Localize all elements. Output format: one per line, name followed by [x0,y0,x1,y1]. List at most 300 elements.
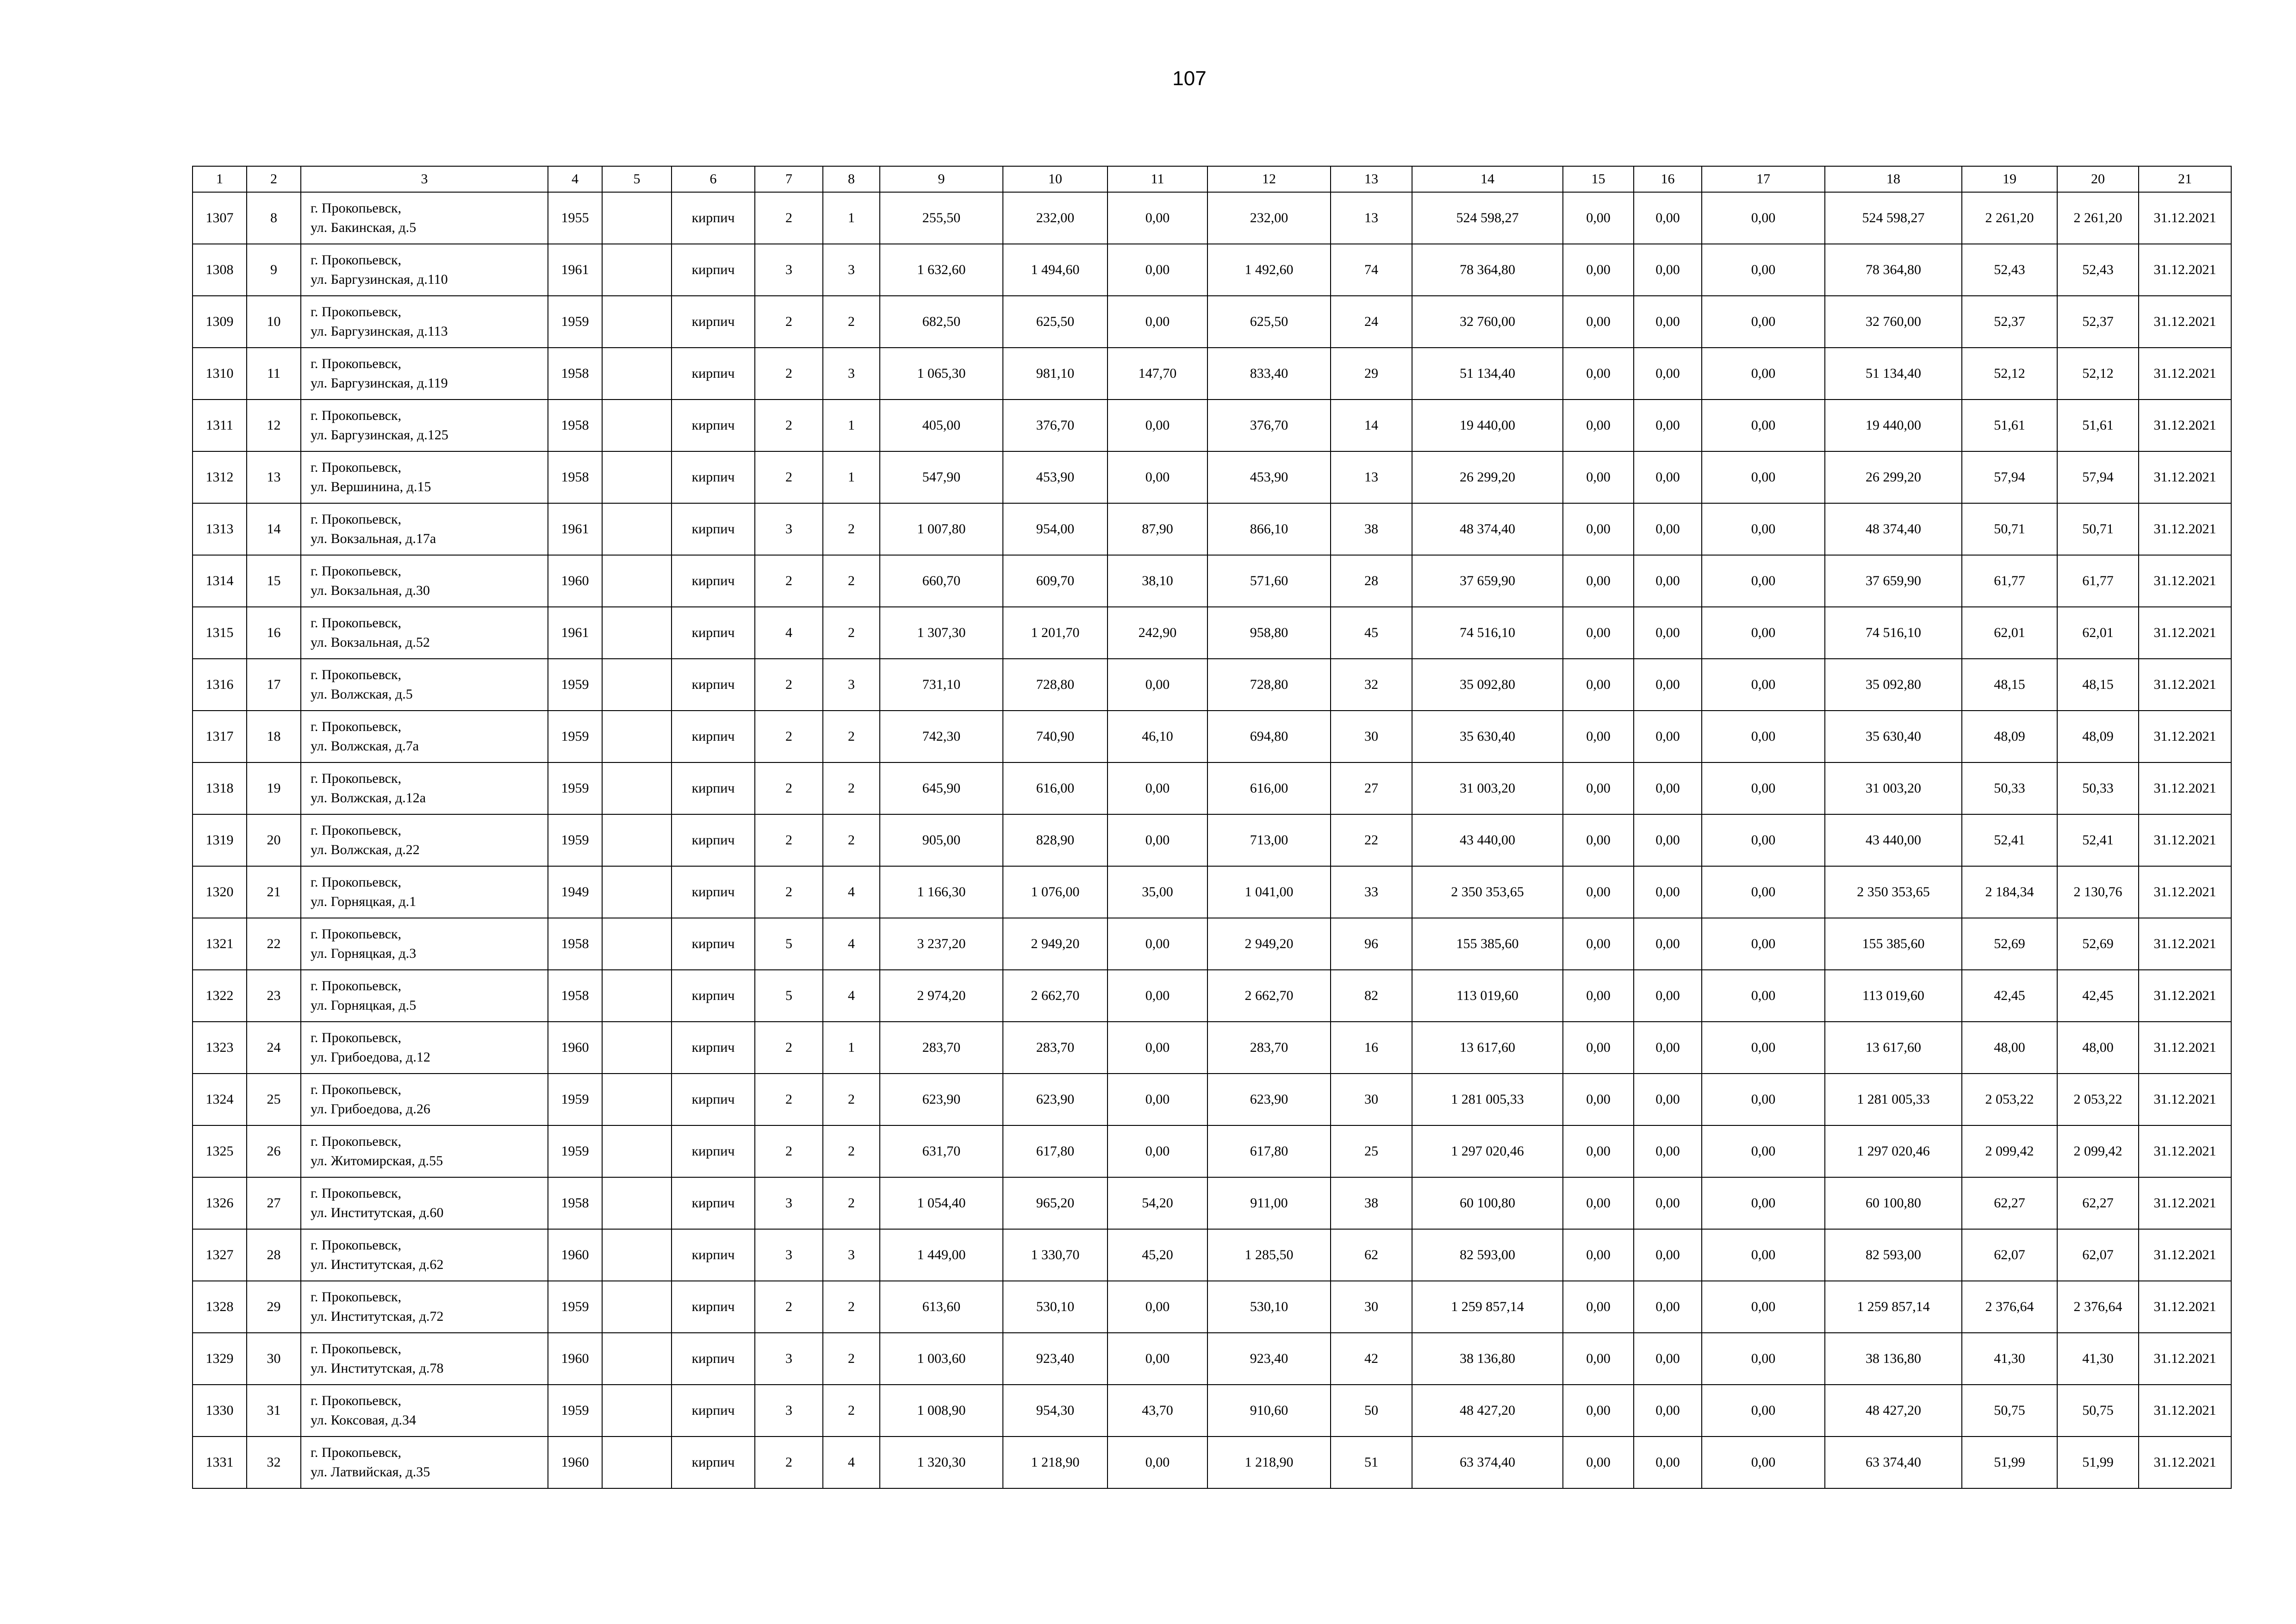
table-cell-col17: 0,00 [1702,296,1825,348]
table-cell-col5 [602,555,672,607]
table-cell-col5 [602,1437,672,1488]
table-cell-col8: 4 [823,866,880,918]
table-cell-col9: 1 632,60 [880,244,1003,296]
table-cell-address [301,1022,548,1074]
table-cell-col18: 13 617,60 [1825,1022,1962,1074]
table-cell-col12: 2 949,20 [1207,918,1331,970]
table-cell-address [301,192,548,244]
table-cell-col6: кирпич [672,607,755,659]
table-cell-col21: 31.12.2021 [2139,814,2231,866]
table-cell-col4: 1960 [548,555,602,607]
table-cell-col8: 1 [823,1022,880,1074]
column-header-1: 1 [193,166,247,192]
table-cell-col14: 78 364,80 [1412,244,1563,296]
table-cell-address [301,1125,548,1177]
table-cell-col19: 48,09 [1962,711,2057,762]
table-cell-address [301,607,548,659]
table-cell-col2: 9 [247,244,301,296]
table-cell-col2: 20 [247,814,301,866]
table-cell-col4: 1959 [548,296,602,348]
table-cell-col18: 2 350 353,65 [1825,866,1962,918]
address-city: г. Прокопьевск, [311,667,402,682]
table-cell-col4: 1961 [548,607,602,659]
table-cell-col6: кирпич [672,503,755,555]
table-cell-col12: 1 218,90 [1207,1437,1331,1488]
table-cell-col9: 682,50 [880,296,1003,348]
table-cell-col6: кирпич [672,918,755,970]
table-cell-col13: 13 [1331,451,1412,503]
table-cell-col12: 713,00 [1207,814,1331,866]
table-cell-col1: 1331 [193,1437,247,1488]
table-cell-col7: 3 [755,1177,823,1229]
table-row [193,192,2231,244]
table-cell-col20: 2 130,76 [2057,866,2139,918]
table-cell-col16: 0,00 [1634,1125,1702,1177]
table-cell-col15: 0,00 [1563,1385,1634,1437]
table-cell-col6: кирпич [672,1385,755,1437]
table-cell-col12: 1 492,60 [1207,244,1331,296]
table-cell-col15: 0,00 [1563,1333,1634,1385]
table-cell-col8: 2 [823,1125,880,1177]
table-cell-col10: 828,90 [1003,814,1108,866]
table-row [193,451,2231,503]
table-cell-col16: 0,00 [1634,296,1702,348]
table-cell-col9: 3 237,20 [880,918,1003,970]
table-cell-col1: 1327 [193,1229,247,1281]
column-header-15: 15 [1563,166,1634,192]
table-cell-col11: 0,00 [1108,1125,1207,1177]
table-cell-col14: 155 385,60 [1412,918,1563,970]
table-cell-col1: 1330 [193,1385,247,1437]
table-cell-col8: 4 [823,1437,880,1488]
table-cell-col6: кирпич [672,866,755,918]
column-header-11: 11 [1108,166,1207,192]
table-cell-col6: кирпич [672,1437,755,1488]
table-cell-col11: 0,00 [1108,192,1207,244]
address-city: г. Прокопьевск, [311,1237,402,1253]
table-cell-col12: 958,80 [1207,607,1331,659]
column-header-6: 6 [672,166,755,192]
table-cell-col18: 63 374,40 [1825,1437,1962,1488]
table-cell-col11: 0,00 [1108,762,1207,814]
table-cell-col1: 1319 [193,814,247,866]
table-cell-col17: 0,00 [1702,711,1825,762]
table-cell-col10: 740,90 [1003,711,1108,762]
table-cell-col14: 13 617,60 [1412,1022,1563,1074]
table-cell-col7: 2 [755,192,823,244]
column-header-18: 18 [1825,166,1962,192]
table-cell-address [301,659,548,711]
table-cell-col13: 74 [1331,244,1412,296]
table-cell-col8: 3 [823,659,880,711]
table-cell-col4: 1961 [548,244,602,296]
table-cell-col18: 155 385,60 [1825,918,1962,970]
table-cell-col16: 0,00 [1634,659,1702,711]
table-cell-col8: 1 [823,400,880,451]
table-cell-col1: 1310 [193,348,247,400]
table-cell-col17: 0,00 [1702,1074,1825,1125]
table-cell-col11: 0,00 [1108,451,1207,503]
table-cell-col6: кирпич [672,1281,755,1333]
table-cell-col16: 0,00 [1634,1385,1702,1437]
table-cell-col9: 1 166,30 [880,866,1003,918]
table-cell-col5 [602,400,672,451]
table-row [193,1125,2231,1177]
table-cell-col17: 0,00 [1702,1125,1825,1177]
table-row [193,348,2231,400]
address-street: ул. Вокзальная, д.30 [311,583,430,598]
table-cell-col14: 38 136,80 [1412,1333,1563,1385]
table-cell-col9: 1 008,90 [880,1385,1003,1437]
table-cell-col21: 31.12.2021 [2139,762,2231,814]
table-cell-col19: 52,69 [1962,918,2057,970]
table-cell-col8: 2 [823,762,880,814]
table-cell-col15: 0,00 [1563,659,1634,711]
table-cell-col17: 0,00 [1702,1385,1825,1437]
table-cell-col5 [602,1022,672,1074]
table-cell-col9: 1 320,30 [880,1437,1003,1488]
table-cell-col16: 0,00 [1634,1177,1702,1229]
table-row [193,244,2231,296]
table-cell-col2: 30 [247,1333,301,1385]
table-cell-col19: 62,01 [1962,607,2057,659]
column-header-13: 13 [1331,166,1412,192]
table-cell-col9: 1 054,40 [880,1177,1003,1229]
table-cell-col17: 0,00 [1702,192,1825,244]
table-cell-col5 [602,296,672,348]
table-cell-col2: 27 [247,1177,301,1229]
address-street: ул. Вокзальная, д.52 [311,635,430,650]
table-cell-col8: 2 [823,555,880,607]
address-street: ул. Институтская, д.78 [311,1361,444,1376]
table-cell-col7: 2 [755,1125,823,1177]
address-street: ул. Баргузинская, д.125 [311,427,448,443]
table-cell-address [301,1281,548,1333]
table-cell-col8: 4 [823,918,880,970]
table-cell-col5 [602,1177,672,1229]
table-cell-col16: 0,00 [1634,244,1702,296]
table-cell-col20: 2 053,22 [2057,1074,2139,1125]
table-cell-col18: 524 598,27 [1825,192,1962,244]
table-cell-col10: 623,90 [1003,1074,1108,1125]
table-cell-col20: 50,33 [2057,762,2139,814]
table-cell-address [301,451,548,503]
table-cell-col14: 35 092,80 [1412,659,1563,711]
table-cell-col2: 16 [247,607,301,659]
table-cell-col19: 52,43 [1962,244,2057,296]
address-street: ул. Бакинская, д.5 [311,220,417,235]
page-number: 107 [1172,67,1207,90]
table-cell-address [301,866,548,918]
table-cell-col11: 0,00 [1108,244,1207,296]
table-cell-col16: 0,00 [1634,866,1702,918]
table-cell-col12: 923,40 [1207,1333,1331,1385]
table-cell-col21: 31.12.2021 [2139,711,2231,762]
table-cell-col17: 0,00 [1702,814,1825,866]
table-cell-col4: 1959 [548,1074,602,1125]
table-cell-col19: 51,99 [1962,1437,2057,1488]
table-cell-col1: 1316 [193,659,247,711]
table-cell-col14: 60 100,80 [1412,1177,1563,1229]
table-cell-col10: 954,30 [1003,1385,1108,1437]
table-cell-col12: 625,50 [1207,296,1331,348]
table-cell-col10: 232,00 [1003,192,1108,244]
table-cell-col12: 617,80 [1207,1125,1331,1177]
table-cell-col16: 0,00 [1634,970,1702,1022]
table-cell-col1: 1326 [193,1177,247,1229]
table-header [193,166,2231,192]
table-cell-col1: 1309 [193,296,247,348]
table-cell-col18: 48 427,20 [1825,1385,1962,1437]
table-row [193,762,2231,814]
table-cell-col5 [602,918,672,970]
table-cell-col8: 1 [823,451,880,503]
table-cell-col4: 1960 [548,1229,602,1281]
table-cell-col6: кирпич [672,659,755,711]
table-cell-col4: 1959 [548,711,602,762]
address-city: г. Прокопьевск, [311,1393,402,1408]
table-cell-col1: 1314 [193,555,247,607]
table-cell-col14: 113 019,60 [1412,970,1563,1022]
table-cell-col7: 3 [755,1229,823,1281]
table-cell-col20: 48,15 [2057,659,2139,711]
table-cell-col5 [602,1281,672,1333]
table-cell-address [301,1177,548,1229]
table-cell-col16: 0,00 [1634,555,1702,607]
address-street: ул. Грибоедова, д.26 [311,1101,430,1117]
table-cell-col5 [602,244,672,296]
column-header-9: 9 [880,166,1003,192]
table-cell-col4: 1959 [548,1385,602,1437]
table-row [193,1074,2231,1125]
table-cell-col14: 19 440,00 [1412,400,1563,451]
table-cell-address [301,1385,548,1437]
table-cell-col15: 0,00 [1563,348,1634,400]
table-cell-col11: 0,00 [1108,296,1207,348]
table-cell-col11: 87,90 [1108,503,1207,555]
table-row [193,1229,2231,1281]
table-cell-col1: 1318 [193,762,247,814]
table-cell-col7: 2 [755,866,823,918]
table-cell-col8: 1 [823,192,880,244]
table-cell-col15: 0,00 [1563,1022,1634,1074]
table-cell-address [301,1229,548,1281]
table-body [193,192,2231,1488]
table-cell-col6: кирпич [672,711,755,762]
table-cell-col12: 910,60 [1207,1385,1331,1437]
table-cell-col21: 31.12.2021 [2139,970,2231,1022]
table-cell-col5 [602,348,672,400]
table-cell-col18: 60 100,80 [1825,1177,1962,1229]
table-cell-col21: 31.12.2021 [2139,918,2231,970]
table-cell-col16: 0,00 [1634,503,1702,555]
table-cell-col11: 0,00 [1108,400,1207,451]
table-cell-col14: 35 630,40 [1412,711,1563,762]
table-cell-col7: 2 [755,762,823,814]
table-cell-col7: 3 [755,244,823,296]
table-cell-col15: 0,00 [1563,503,1634,555]
table-cell-col12: 833,40 [1207,348,1331,400]
table-cell-col6: кирпич [672,1229,755,1281]
table-cell-col5 [602,711,672,762]
address-street: ул. Волжская, д.7а [311,738,419,754]
table-cell-col10: 981,10 [1003,348,1108,400]
table-cell-col20: 50,75 [2057,1385,2139,1437]
table-cell-col6: кирпич [672,1074,755,1125]
table-cell-col11: 0,00 [1108,1022,1207,1074]
table-cell-col16: 0,00 [1634,607,1702,659]
column-header-14: 14 [1412,166,1563,192]
table-cell-col14: 1 259 857,14 [1412,1281,1563,1333]
table-cell-col2: 21 [247,866,301,918]
table-cell-col19: 50,33 [1962,762,2057,814]
address-city: г. Прокопьевск, [311,615,402,631]
table-cell-col12: 453,90 [1207,451,1331,503]
table-cell-col21: 31.12.2021 [2139,1074,2231,1125]
table-cell-col12: 283,70 [1207,1022,1331,1074]
table-cell-col16: 0,00 [1634,451,1702,503]
table-cell-address [301,400,548,451]
address-street: ул. Баргузинская, д.113 [311,324,448,339]
table-cell-col9: 1 307,30 [880,607,1003,659]
table-cell-col1: 1322 [193,970,247,1022]
address-street: ул. Житомирская, д.55 [311,1153,443,1168]
table-cell-col10: 728,80 [1003,659,1108,711]
column-header-17: 17 [1702,166,1825,192]
address-city: г. Прокопьевск, [311,1341,402,1356]
table-cell-col6: кирпич [672,244,755,296]
table-cell-address [301,555,548,607]
table-cell-col7: 3 [755,1333,823,1385]
address-street: ул. Волжская, д.5 [311,687,413,702]
table-cell-col13: 51 [1331,1437,1412,1488]
table-cell-col4: 1960 [548,1333,602,1385]
table-cell-col15: 0,00 [1563,296,1634,348]
table-cell-col16: 0,00 [1634,814,1702,866]
table-cell-col1: 1307 [193,192,247,244]
table-cell-col1: 1321 [193,918,247,970]
column-header-3: 3 [301,166,548,192]
table-cell-address [301,762,548,814]
table-cell-col2: 25 [247,1074,301,1125]
table-row [193,1333,2231,1385]
table-cell-col11: 242,90 [1108,607,1207,659]
table-cell-col5 [602,1074,672,1125]
address-city: г. Прокопьевск, [311,719,402,734]
table-cell-col11: 0,00 [1108,918,1207,970]
table-cell-col14: 524 598,27 [1412,192,1563,244]
table-cell-col15: 0,00 [1563,555,1634,607]
table-row [193,296,2231,348]
table-cell-col9: 660,70 [880,555,1003,607]
table-cell-col6: кирпич [672,1333,755,1385]
table-cell-col13: 96 [1331,918,1412,970]
table-cell-col16: 0,00 [1634,1333,1702,1385]
table-cell-col9: 905,00 [880,814,1003,866]
table-cell-col11: 45,20 [1108,1229,1207,1281]
table-cell-col19: 42,45 [1962,970,2057,1022]
table-cell-col6: кирпич [672,814,755,866]
address-city: г. Прокопьевск, [311,200,402,216]
table-cell-col2: 29 [247,1281,301,1333]
table-cell-col14: 82 593,00 [1412,1229,1563,1281]
table-cell-address [301,1074,548,1125]
table-cell-col21: 31.12.2021 [2139,659,2231,711]
address-city: г. Прокопьевск, [311,1289,402,1305]
table-cell-col4: 1958 [548,400,602,451]
table-cell-col20: 2 261,20 [2057,192,2139,244]
table-cell-col20: 52,37 [2057,296,2139,348]
table-cell-col21: 31.12.2021 [2139,1022,2231,1074]
table-cell-col11: 35,00 [1108,866,1207,918]
table-cell-col12: 616,00 [1207,762,1331,814]
table-row [193,555,2231,607]
address-city: г. Прокопьевск, [311,823,402,838]
table-cell-col11: 0,00 [1108,1281,1207,1333]
table-cell-col13: 22 [1331,814,1412,866]
table-cell-col2: 19 [247,762,301,814]
table-cell-col18: 32 760,00 [1825,296,1962,348]
address-street: ул. Грибоедова, д.12 [311,1049,430,1065]
table-cell-col12: 623,90 [1207,1074,1331,1125]
table-cell-col9: 742,30 [880,711,1003,762]
table-cell-col13: 28 [1331,555,1412,607]
table-cell-col19: 51,61 [1962,400,2057,451]
column-header-16: 16 [1634,166,1702,192]
address-street: ул. Институтская, д.62 [311,1257,444,1272]
table-cell-col7: 3 [755,503,823,555]
table-cell-col16: 0,00 [1634,1022,1702,1074]
table-cell-col15: 0,00 [1563,607,1634,659]
table-cell-col14: 48 374,40 [1412,503,1563,555]
table-cell-col17: 0,00 [1702,451,1825,503]
table-cell-col11: 0,00 [1108,814,1207,866]
table-cell-col1: 1320 [193,866,247,918]
table-cell-col1: 1328 [193,1281,247,1333]
table-cell-col9: 1 007,80 [880,503,1003,555]
table-cell-col17: 0,00 [1702,400,1825,451]
table-cell-col5 [602,503,672,555]
table-cell-col8: 2 [823,1333,880,1385]
table-row [193,503,2231,555]
table-cell-col5 [602,192,672,244]
table-cell-col5 [602,659,672,711]
address-street: ул. Горняцкая, д.3 [311,946,417,961]
table-cell-col8: 2 [823,1281,880,1333]
table-cell-col8: 2 [823,711,880,762]
table-cell-col16: 0,00 [1634,192,1702,244]
address-street: ул. Институтская, д.60 [311,1205,444,1220]
table-cell-col1: 1329 [193,1333,247,1385]
table-cell-col21: 31.12.2021 [2139,1333,2231,1385]
table-cell-col8: 2 [823,814,880,866]
table-cell-col11: 0,00 [1108,1074,1207,1125]
table-cell-col12: 694,80 [1207,711,1331,762]
table-cell-col18: 82 593,00 [1825,1229,1962,1281]
table-cell-col14: 63 374,40 [1412,1437,1563,1488]
table-cell-col13: 30 [1331,711,1412,762]
table-cell-col2: 31 [247,1385,301,1437]
address-street: ул. Коксовая, д.34 [311,1412,416,1428]
table-cell-col5 [602,814,672,866]
table-cell-col2: 10 [247,296,301,348]
address-city: г. Прокопьевск, [311,1082,402,1097]
table-cell-col9: 1 003,60 [880,1333,1003,1385]
table-cell-col10: 2 662,70 [1003,970,1108,1022]
address-street: ул. Институтская, д.72 [311,1309,444,1324]
table-cell-col12: 530,10 [1207,1281,1331,1333]
table-cell-col21: 31.12.2021 [2139,866,2231,918]
